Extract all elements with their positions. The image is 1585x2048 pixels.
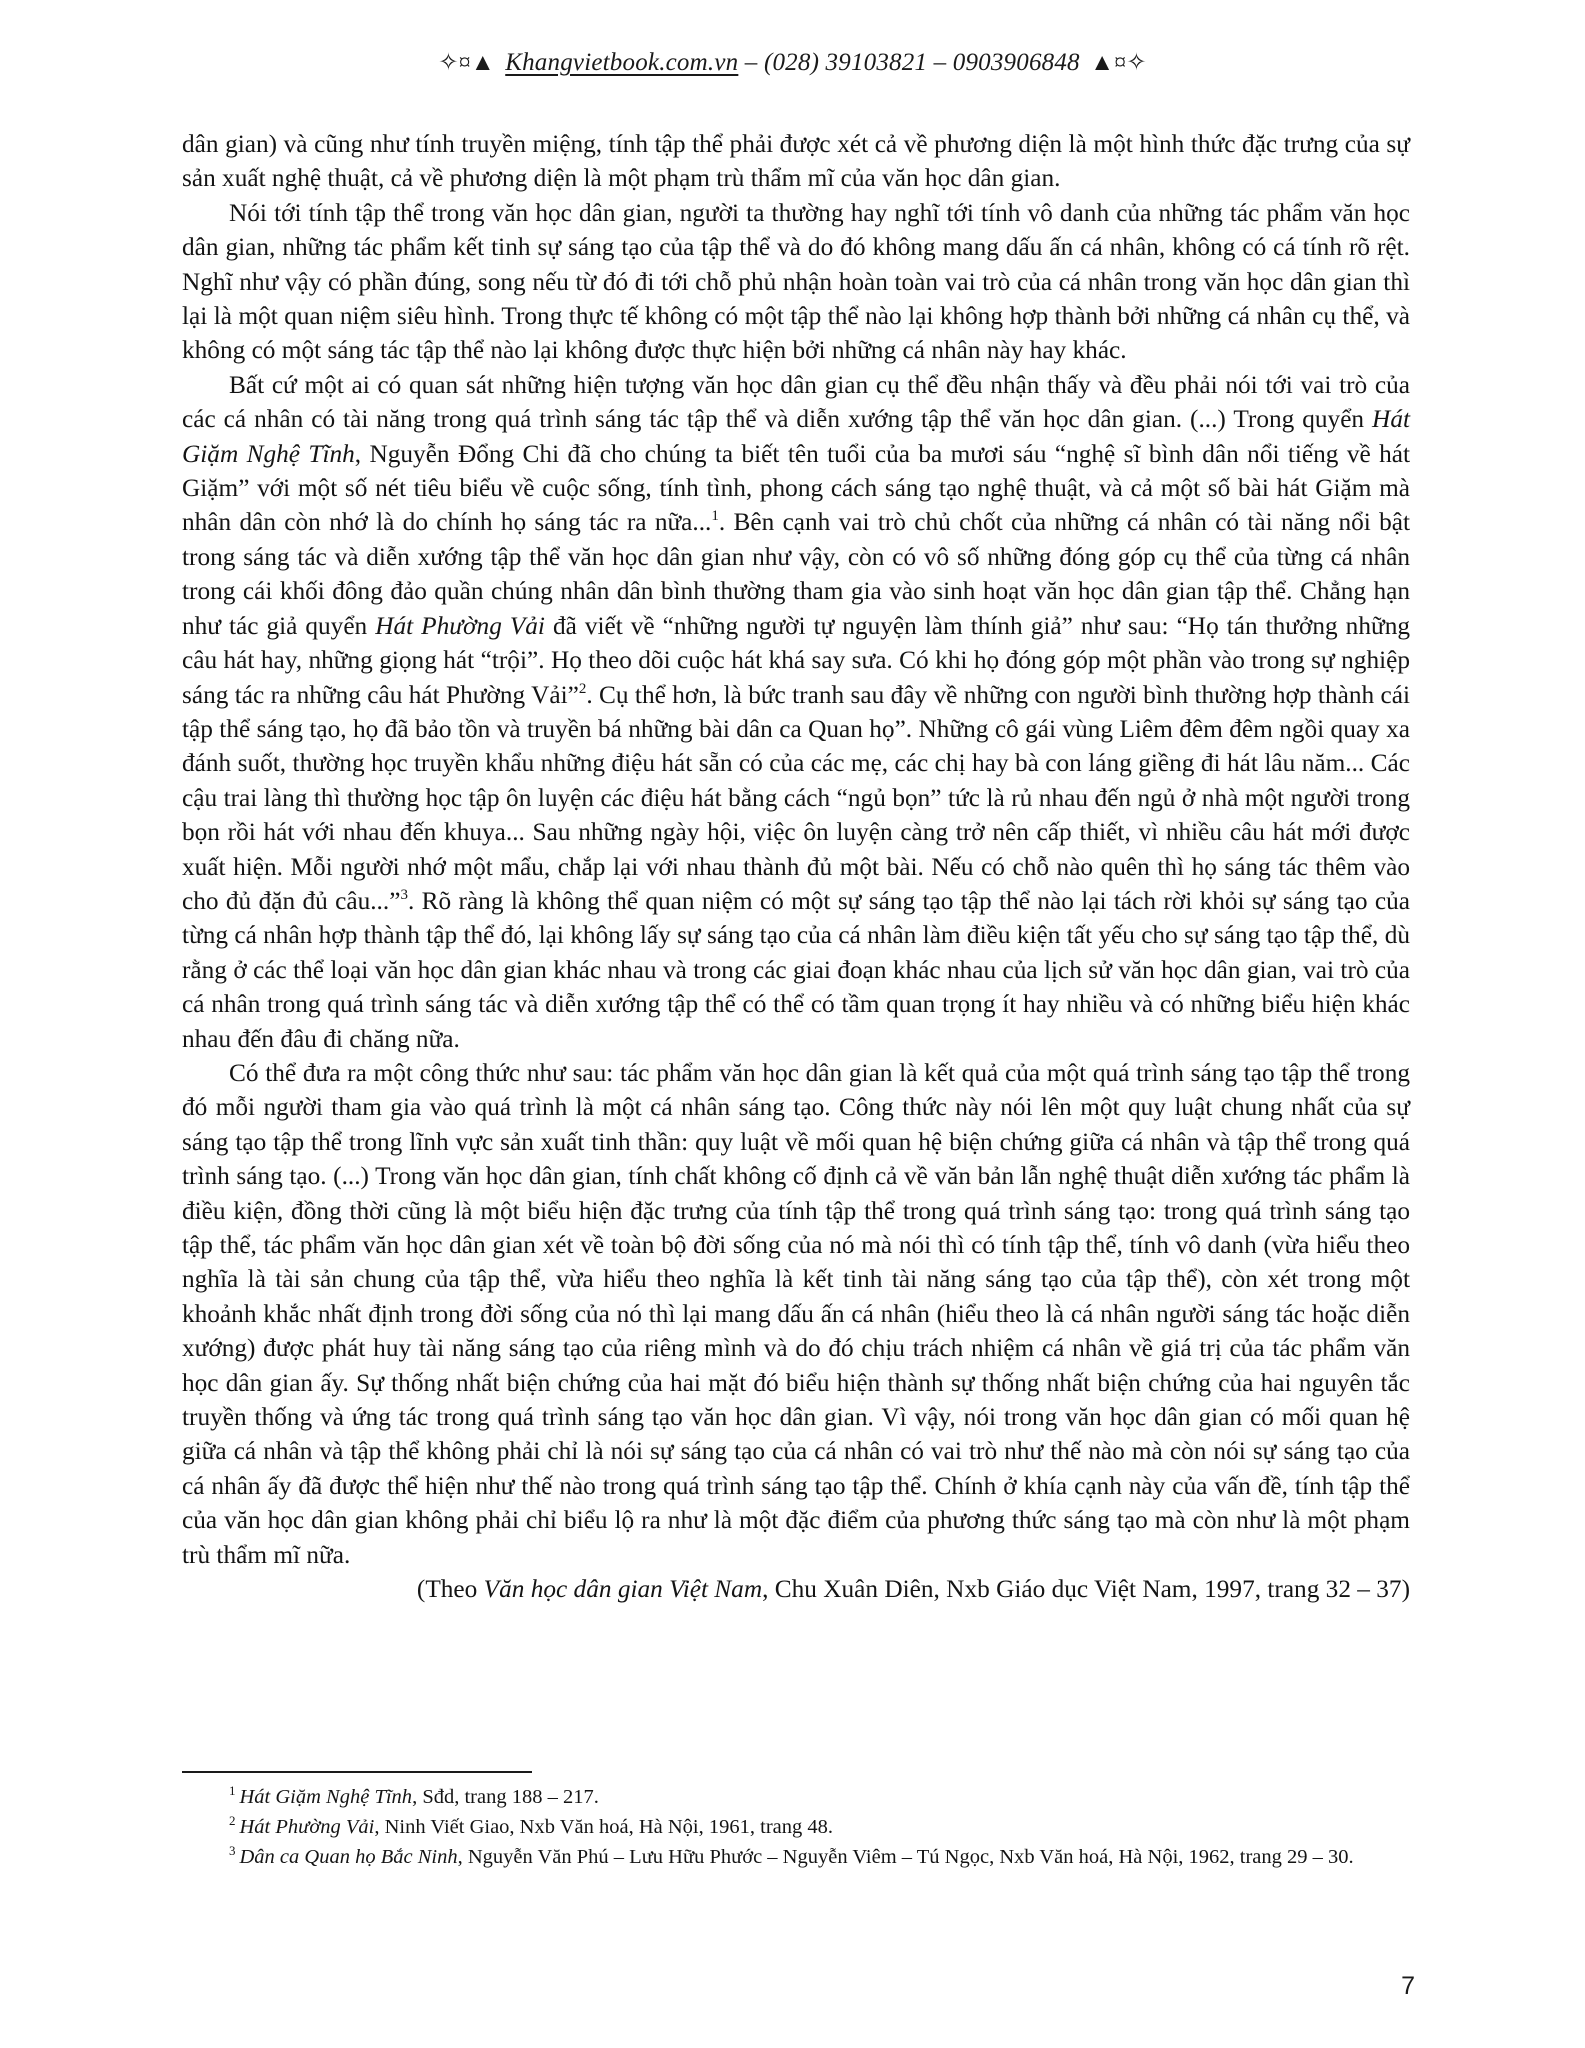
source-citation	[182, 1572, 1410, 1606]
header-ornament-left: ✧¤▲	[438, 50, 495, 76]
footnote-number: 3	[229, 1843, 236, 1858]
footnote-1	[182, 1782, 1410, 1812]
paragraph-3	[182, 368, 1410, 1056]
paragraph-3-text-b: , Nguyễn Đổng Chi đã cho chúng ta biết tên tuổi của ba mươi sáu “nghệ sĩ bình dân nổi tiếng về hát Giặm” với một số nét tiêu biểu về cuộc sống, tính tình, phong cách sáng tạo nghệ thuật, và cả một số bài hát Giặm mà nhân dân còn nhớ là do chính họ sáng tác ra nữa...	[182, 439, 1411, 537]
footnote-text: , Ninh Viết Giao, Nxb Văn hoá, Hà Nội, 1961, trang 48.	[374, 1816, 834, 1838]
footnote-divider	[182, 1771, 532, 1773]
footnote-text: , Sđd, trang 188 – 217.	[412, 1786, 599, 1808]
header-site-name: Khangvietbook.com.vn	[505, 49, 739, 76]
paragraph-3-text-e: . Cụ thể hơn, là bức tranh sau đây về những con người bình thường hợp thành cái tập thể sáng tạo, họ đã bảo tồn và truyền bá những bài dân ca Quan họ”. Những cô gái vùng Liêm đêm đêm ngồi quay xa đánh suốt, thường học truyền khẩu những điệu hát sẵn có của các mẹ, các chị hay bà con láng giềng đi hát lâu năm... Các cậu trai làng thì thường học tập ôn luyện các điệu hát bằng cách “ngủ bọn” tức là rủ nhau đến ngủ ở nhà một người trong bọn rồi hát với nhau đến khuya... Sau những ngày hội, việc ôn luyện càng trở nên cấp thiết, vì nhiều câu hát mới được xuất hiện. Mỗi người nhớ một mẩu, chắp lại với nhau thành đủ một bài. Nếu có chỗ nào quên thì họ sáng tác thêm vào cho đủ đặn đủ câu...”	[182, 680, 1410, 915]
footnote-title: Hát Giặm Nghệ Tĩnh	[239, 1786, 413, 1808]
footnotes	[182, 1782, 1410, 1872]
book-title-hat-phuong-vai: Hát Phường Vải	[375, 611, 545, 640]
paragraph-2: Nói tới tính tập thể trong văn học dân gian, người ta thường hay nghĩ tới tính vô danh của những tác phẩm văn học dân gian, những tác phẩm kết tinh sự sáng tạo của tập thể và do đó không mang dấu ấn cá nhân, không có cá tính rõ rệt. Nghĩ như vậy có phần đúng, song nếu từ đó đi tới chỗ phủ nhận hoàn toàn vai trò của cá nhân trong văn học dân gian thì lại là một quan niệm siêu hình. Trong thực tế không có một tập thể nào lại không hợp thành bởi những cá nhân cụ thể, và không có một sáng tác tập thể nào lại không được thực hiện bởi những cá nhân này hay khác.	[182, 198, 1410, 365]
footnote-text: , Nguyễn Văn Phú – Lưu Hữu Phước – Nguyễn Viêm – Tú Ngọc, Nxb Văn hoá, Hà Nội, 1962, trang 29 – 30.	[457, 1846, 1354, 1868]
citation-title: Văn học dân gian Việt Nam	[483, 1575, 763, 1604]
citation-prefix: (Theo	[416, 1575, 484, 1604]
header-ornament-right: ▲¤✧	[1090, 50, 1147, 76]
book-title-hat-giam: Hát Giặm Nghệ Tĩnh	[182, 405, 1410, 468]
footnote-ref-2: 2	[578, 680, 587, 697]
footnote-number: 2	[229, 1813, 236, 1828]
running-header	[0, 48, 1585, 77]
footnote-title: Dân ca Quan họ Bắc Ninh	[239, 1846, 458, 1868]
footnote-number: 1	[229, 1783, 236, 1798]
body-text	[182, 127, 1410, 1606]
footnote-3	[182, 1842, 1410, 1872]
paragraph-3-text-c: . Bên cạnh vai trò chủ chốt của những cá nhân có tài năng nổi bật trong sáng tác và diễn xướng tập thể văn học dân gian như vậy, còn có vô số những đóng góp cụ thể của từng cá nhân trong cái khối đông đảo quần chúng nhân dân bình thường tham gia vào sinh hoạt văn học dân gian tập thể. Chẳng hạn như tác giả quyển	[182, 508, 1410, 640]
paragraph-3-text-a: Bất cứ một ai có quan sát những hiện tượng văn học dân gian cụ thể đều nhận thấy và đều phải nói tới vai trò của các cá nhân có tài năng trong quá trình sáng tác tập thể và diễn xướng tập thể văn học dân gian. (...) Trong quyển	[182, 370, 1410, 434]
paragraph-4: Có thể đưa ra một công thức như sau: tác phẩm văn học dân gian là kết quả của một quá trình sáng tạo tập thể trong đó mỗi người tham gia vào quá trình là một cá nhân sáng tạo. Công thức này nói lên một quy luật chung nhất của sự sáng tạo tập thể trong lĩnh vực sản xuất tinh thần: quy luật về mối quan hệ biện chứng giữa cá nhân và tập thể trong quá trình sáng tạo. (...) Trong văn học dân gian, tính chất không cố định cả về văn bản lẫn nghệ thuật diễn xướng tác phẩm là điều kiện, đồng thời cũng là một biểu hiện đặc trưng của tính tập thể trong quá trình sáng tạo: trong quá trình sáng tạo tập thể, tác phẩm văn học dân gian xét về toàn bộ đời sống của nó mà nói thì có tính tập thể, tính vô danh (vừa hiểu theo nghĩa là tài sản chung của tập thể, vừa hiểu theo nghĩa là kết tinh tài năng sáng tạo của tập thể), còn xét trong một khoảnh khắc nhất định trong đời sống của nó thì lại mang dấu ấn cá nhân (hiểu theo là cá nhân người sáng tác hoặc diễn xướng) được phát huy tài năng sáng tạo của riêng mình và do đó chịu trách nhiệm cá nhân về giá trị của tác phẩm văn học dân gian ấy. Sự thống nhất biện chứng của hai mặt đó biểu hiện thành sự thống nhất biện chứng của hai nguyên tắc truyền thống và ứng tác trong quá trình sáng tạo văn học dân gian. Vì vậy, nói trong văn học dân gian có mối quan hệ giữa cá nhân và tập thể không phải chỉ là nói sự sáng tạo của cá nhân có vai trò như thế nào mà còn nói sự sáng tạo của cá nhân ấy đã được thể hiện như thế nào trong quá trình sáng tạo tập thể. Chính ở khía cạnh này của vấn đề, tính tập thể của văn học dân gian không phải chỉ biểu lộ ra như là một đặc điểm của phương thức sáng tạo mà còn như là một phạm trù thẩm mĩ nữa.	[182, 1058, 1410, 1569]
footnote-2	[182, 1812, 1410, 1842]
footnote-ref-3: 3	[400, 886, 408, 903]
paragraph-1: dân gian) và cũng như tính truyền miệng, tính tập thể phải được xét cả về phương diện là một hình thức đặc trưng của sự sản xuất nghệ thuật, cả về phương diện là một phạm trù thẩm mĩ của văn học dân gian.	[182, 130, 1410, 193]
paragraph-3-text-f: . Rõ ràng là không thể quan niệm có một sự sáng tạo tập thể nào lại tách rời khỏi sự sáng tạo của từng cá nhân hợp thành tập thể đó, lại không lấy sự sáng tạo của cá nhân làm điều kiện tất yếu cho sự sáng tạo tập thể, dù rằng ở các thể loại văn học dân gian khác nhau và trong các giai đoạn khác nhau của lịch sử văn học dân gian, vai trò của cá nhân trong quá trình sáng tác và diễn xướng tập thể có thể có tầm quan trọng ít hay nhiều và có những biểu hiện khác nhau đến đâu đi chăng nữa.	[182, 886, 1410, 1053]
footnote-title: Hát Phường Vải	[239, 1816, 375, 1838]
page-number: 7	[1401, 1972, 1415, 2000]
citation-suffix: , Chu Xuân Diên, Nxb Giáo dục Việt Nam, 1997, trang 32 – 37)	[762, 1575, 1410, 1604]
paragraph-3-text-d: đã viết về “những người tự nguyện làm thính giả” như sau: “Họ tán thưởng những câu hát hay, những giọng hát “trội”. Họ theo dõi cuộc hát khá say sưa. Có khi họ đóng góp một phần vào trong sự nghiệp sáng tác ra những câu hát Phường Vải”	[182, 611, 1410, 709]
footnote-ref-1: 1	[711, 508, 719, 525]
header-contact: – (028) 39103821 – 0903906848	[738, 49, 1087, 76]
